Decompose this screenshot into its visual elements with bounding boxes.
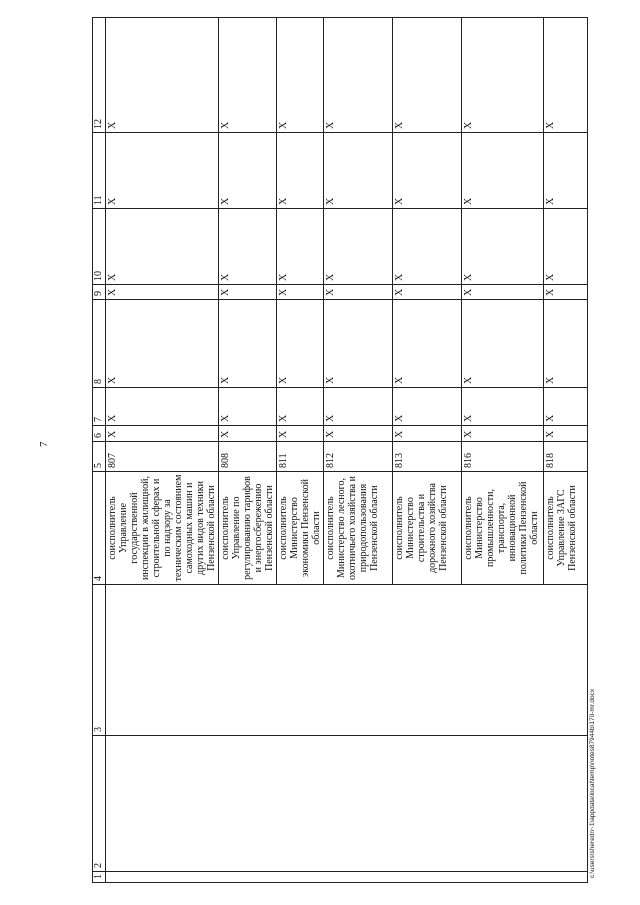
x-mark: X [462, 285, 544, 300]
column-number: 9 [93, 285, 106, 300]
table-row [106, 18, 219, 883]
code-cell: 813 [393, 442, 462, 472]
x-mark: X [324, 209, 393, 285]
code-cell: 818 [544, 442, 588, 472]
column-number: 12 [93, 18, 106, 133]
x-mark: X [393, 133, 462, 209]
x-mark: X [219, 388, 277, 426]
x-mark: X [106, 388, 219, 426]
executor-cell: соисполнитель Министерство экономики Пензенской области [277, 472, 324, 585]
column-number: 4 [93, 472, 106, 585]
x-mark: X [106, 133, 219, 209]
x-mark: X [462, 18, 544, 133]
header-row [93, 18, 106, 883]
executor-cell: соисполнитель Министерство лесного, охотничьего хозяйства и природопользования Пензенской области [324, 472, 393, 585]
x-mark: X [106, 285, 219, 300]
code-cell: 816 [462, 442, 544, 472]
x-mark: X [324, 388, 393, 426]
column-number: 2 [93, 736, 106, 872]
x-mark: X [106, 209, 219, 285]
x-mark: X [544, 285, 588, 300]
x-mark: X [324, 133, 393, 209]
x-mark: X [324, 285, 393, 300]
column-number: 5 [93, 442, 106, 472]
x-mark: X [106, 426, 219, 442]
executor-cell: соисполнитель Управление государственной инспекции в жилищной, строительной сферах и по надзору за техническим состоянием самоходных машин и других видов техники Пензенской области [106, 472, 219, 585]
cell-col-2 [106, 736, 588, 872]
x-mark: X [219, 285, 277, 300]
x-mark: X [324, 18, 393, 133]
x-mark: X [219, 133, 277, 209]
x-mark: X [324, 426, 393, 442]
x-mark: X [544, 209, 588, 285]
x-mark: X [277, 285, 324, 300]
x-mark: X [462, 133, 544, 209]
x-mark: X [462, 300, 544, 388]
code-cell: 811 [277, 442, 324, 472]
x-mark: X [219, 426, 277, 442]
x-mark: X [393, 18, 462, 133]
x-mark: X [544, 18, 588, 133]
x-mark: X [219, 18, 277, 133]
x-mark: X [462, 209, 544, 285]
executor-cell: соисполнитель Управление по регулированию тарифов и энергосбережению Пензенской области [219, 472, 277, 585]
column-number: 11 [93, 133, 106, 209]
x-mark: X [277, 18, 324, 133]
x-mark: X [462, 388, 544, 426]
x-mark: X [393, 426, 462, 442]
code-cell: 812 [324, 442, 393, 472]
column-number: 3 [93, 585, 106, 736]
column-number: 10 [93, 209, 106, 285]
x-mark: X [219, 209, 277, 285]
x-mark: X [544, 300, 588, 388]
executor-cell: соисполнитель Министерство промышленности, транспорта, инновационной политики Пензенской области [462, 472, 544, 585]
rotated-table-container [92, 18, 578, 883]
x-mark: X [277, 133, 324, 209]
x-mark: X [106, 18, 219, 133]
x-mark: X [277, 388, 324, 426]
cell-col-3 [106, 585, 588, 736]
x-mark: X [393, 388, 462, 426]
footer-file-path: c:\users\sheredn~1\appdata\local\temp\notes87944b\170-mr.docx [589, 688, 596, 878]
x-mark: X [393, 300, 462, 388]
x-mark: X [277, 426, 324, 442]
x-mark: X [277, 209, 324, 285]
column-number: 1 [93, 872, 106, 883]
code-cell: 808 [219, 442, 277, 472]
column-number: 8 [93, 300, 106, 388]
executor-cell: соисполнитель Управление ЗАГС Пензенской области [544, 472, 588, 585]
x-mark: X [544, 133, 588, 209]
page-number: 7 [38, 441, 50, 447]
x-mark: X [544, 426, 588, 442]
column-number: 6 [93, 426, 106, 442]
x-mark: X [106, 300, 219, 388]
x-mark: X [393, 285, 462, 300]
x-mark: X [544, 388, 588, 426]
x-mark: X [324, 300, 393, 388]
x-mark: X [393, 209, 462, 285]
column-number: 7 [93, 388, 106, 426]
budget-table [92, 17, 588, 883]
x-mark: X [219, 300, 277, 388]
code-cell: 807 [106, 442, 219, 472]
x-mark: X [462, 426, 544, 442]
x-mark: X [277, 300, 324, 388]
executor-cell: соисполнитель Министерство строительства и дорожного хозяйства Пензенской области [393, 472, 462, 585]
cell-col-1 [106, 872, 588, 883]
